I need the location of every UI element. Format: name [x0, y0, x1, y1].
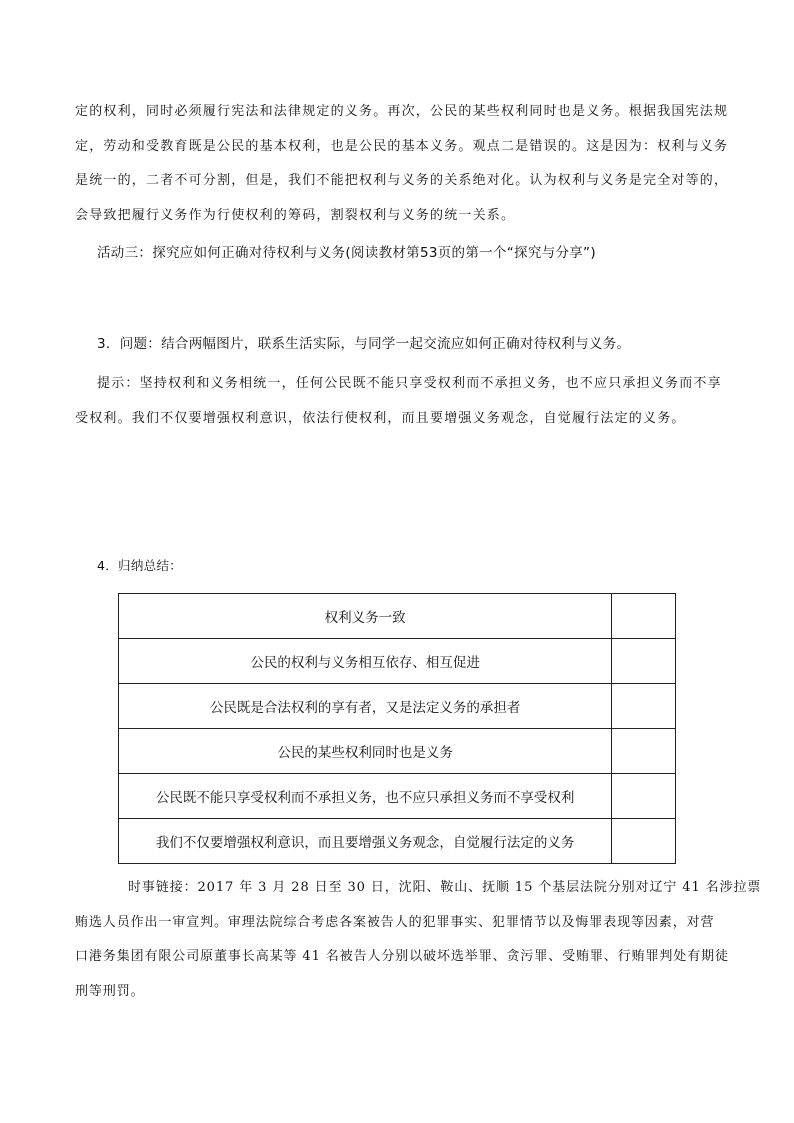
table-row — [119, 594, 676, 639]
current-events-line: 刑等刑罚。 — [75, 983, 145, 999]
paragraph-line: 是统一的，二者不可分割，但是，我们不能把权利与义务的关系绝对化。认为权利与义务是完全对等的， — [75, 173, 729, 188]
table-cell: 公民既不能只享受权利而不承担义务，也不应只承担义务而不享受权利 — [119, 774, 612, 819]
activity-three-heading: 活动三：探究应如何正确对待权利与义务(阅读教材第53页的第一个“探究与分享”) — [97, 245, 596, 261]
hint-line: 受权利。我们不仅要增强权利意识，依法行使权利，而且要增强义务观念，自觉履行法定的义务。 — [75, 410, 686, 426]
current-events-line: 贿选人员作出一审宣判。审理法院综合考虑各案被告人的犯罪事实、犯罪情节以及悔罪表现等因素，对营 — [75, 914, 715, 930]
current-events-line: 口港务集团有限公司原董事长高某等 41 名被告人分别以破坏选举罪、贪污罪、受贿罪、行贿罪判处有期徒 — [75, 949, 729, 964]
hint-line: 提示：坚持权利和义务相统一，任何公民既不能只享受权利而不承担义务，也不应只承担义务而不享 — [97, 376, 722, 391]
current-events-line: 时事链接：2017 年 3 月 28 日至 30 日，沈阳、鞍山、抚顺 15 个基层法院分别对辽宁 41 名涉拉票 — [128, 880, 762, 895]
empty-cell — [612, 594, 676, 639]
empty-cell — [612, 639, 676, 684]
table-row — [119, 819, 676, 864]
paragraph-line: 会导致把履行义务作为行使权利的筹码，割裂权利与义务的统一关系。 — [75, 207, 516, 223]
question-three: 3．问题：结合两幅图片，联系生活实际，与同学一起交流应如何正确对待权利与义务。 — [97, 336, 631, 352]
paragraph-line: 定的权利，同时必须履行宪法和法律规定的义务。再次，公民的某些权利同时也是义务。根据我国宪法规 — [75, 104, 729, 119]
empty-cell — [612, 774, 676, 819]
table-cell: 我们不仅要增强权利意识，而且要增强义务观念，自觉履行法定的义务 — [119, 819, 612, 864]
paragraph-line: 定，劳动和受教育既是公民的基本权利，也是公民的基本义务。观点二是错误的。这是因为：权利与义务 — [75, 138, 729, 154]
current-events-paragraph — [75, 871, 762, 1009]
table-row — [119, 729, 676, 774]
table-cell: 公民既是合法权利的享有者，又是法定义务的承担者 — [119, 684, 612, 729]
table-row — [119, 774, 676, 819]
summary-label: 4．归纳总结： — [97, 558, 183, 573]
table-cell: 公民的权利与义务相互依存、相互促进 — [119, 639, 612, 684]
paragraph-rights-duties — [75, 95, 729, 233]
table-row — [119, 684, 676, 729]
summary-table — [118, 593, 676, 864]
empty-cell — [612, 819, 676, 864]
empty-cell — [612, 684, 676, 729]
table-cell: 公民的某些权利同时也是义务 — [119, 729, 612, 774]
empty-cell — [612, 729, 676, 774]
hint-paragraph — [75, 367, 725, 436]
table-row — [119, 639, 676, 684]
table-cell: 权利义务一致 — [119, 594, 612, 639]
